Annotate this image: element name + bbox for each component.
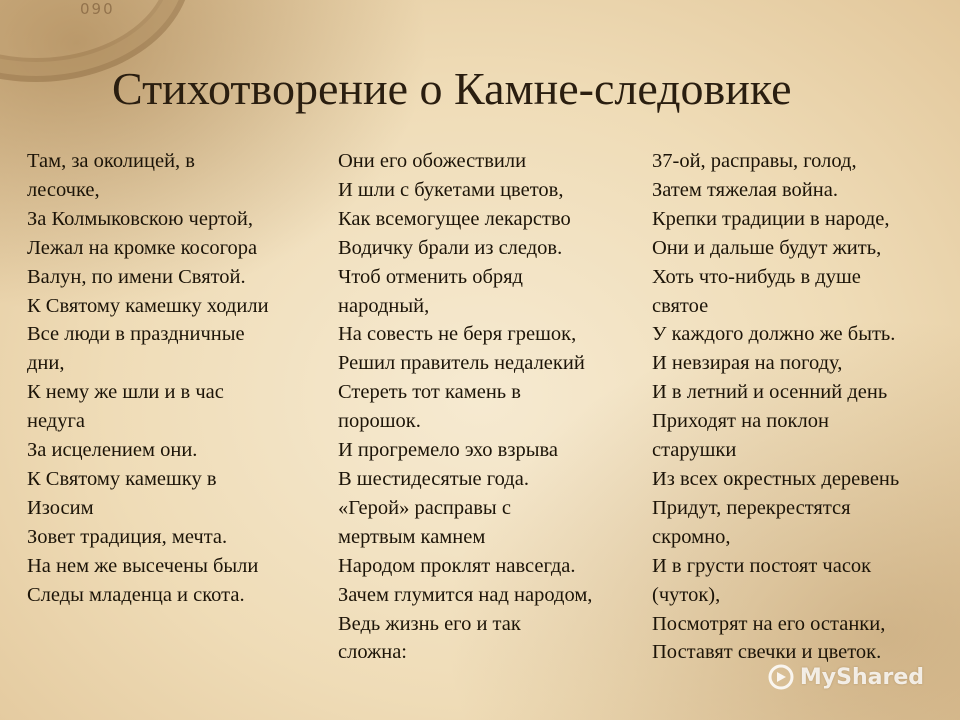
poem-line: К Святому камешку в (27, 467, 217, 490)
poem-line: Стереть тот камень в (338, 381, 521, 404)
poem-line: Приходят на поклон (652, 410, 829, 433)
poem-line: Из всех окрестных деревень (652, 467, 900, 490)
poem-line: В шестидесятые года. (338, 467, 529, 490)
poem-line: Посмотрят на его останки, (652, 612, 886, 635)
poem-line: «Герой» расправы с (338, 496, 511, 519)
poem-line: Ведь жизнь его и так (338, 612, 521, 635)
poem-line: И невзирая на погоду, (652, 352, 843, 375)
poem-line: Там, за околицей, в (27, 150, 195, 172)
poem-line: Валун, по имени Святой. (27, 265, 246, 288)
poem-line: Хоть что-нибудь в душе (652, 265, 861, 288)
poem-line: мертвым камнем (338, 525, 486, 548)
poem-line: И в грусти постоят часок (652, 554, 872, 577)
poem-line: К нему же шли и в час (27, 381, 224, 404)
poem-line: народный, (338, 294, 430, 317)
poem-line: дни, (27, 352, 65, 375)
poem-line: Крепки традиции в народе, (652, 207, 890, 230)
poem-line: порошок. (338, 410, 421, 433)
poem-line: И в летний и осенний день (652, 381, 888, 404)
slide-title: Стихотворение о Камне-следовике (112, 63, 792, 114)
poem-line: Придут, перекрестятся (652, 496, 851, 519)
poem-line: Затем тяжелая война. (652, 178, 838, 201)
poem-line: Зовет традиция, мечта. (27, 525, 228, 548)
poem-line: К Святому камешку ходили (27, 294, 269, 317)
poem-line: Они его обожествили (338, 150, 527, 172)
poem-line: И шли с букетами цветов, (338, 178, 564, 201)
poem-column-1 (27, 147, 327, 610)
poem-line: Народом проклят навсегда. (338, 554, 576, 577)
poem-line: (чуток), (652, 583, 721, 606)
poem-line: На совесть не беря грешок, (338, 323, 577, 346)
poem-line: Поставят свечки и цветок. (652, 641, 882, 664)
poem-line: У каждого должно же быть. (652, 323, 896, 346)
poem-line: На нем же высечены были (27, 554, 259, 577)
poem-line: За исцелением они. (27, 439, 198, 462)
poem-line: скромно, (652, 525, 731, 548)
poem-line: Изосим (27, 496, 94, 519)
watermark (768, 664, 924, 690)
poem-column-3 (652, 147, 952, 667)
poem-line: Они и дальше будут жить, (652, 236, 882, 259)
poem-line: Решил правитель недалекий (338, 352, 585, 375)
poem-line: И прогремело эхо взрыва (338, 439, 558, 462)
poem-line: Зачем глумится над народом, (338, 583, 593, 606)
poem-line: Лежал на кромке косогора (27, 236, 258, 259)
poem-column-2 (338, 147, 643, 667)
poem-line: святое (652, 294, 709, 317)
poem-line: сложна: (338, 641, 407, 664)
poem-line: Как всемогущее лекарство (338, 207, 571, 230)
poem-line: лесочке, (27, 178, 100, 201)
poem-line: Все люди в праздничные (27, 323, 245, 346)
poem-line: Чтоб отменить обряд (338, 265, 523, 288)
poem-line: Следы младенца и скота. (27, 583, 245, 606)
poem-line: Водичку брали из следов. (338, 236, 563, 259)
poem-line: недуга (27, 410, 85, 433)
watermark-text: MyShared (799, 664, 924, 690)
poem-line: За Колмыковскою чертой, (27, 207, 253, 230)
myshared-logo-icon (768, 664, 794, 690)
poem-line: 37-ой, расправы, голод, (652, 150, 857, 172)
compass-marks: 090 (80, 0, 115, 18)
poem-line: старушки (652, 439, 737, 462)
